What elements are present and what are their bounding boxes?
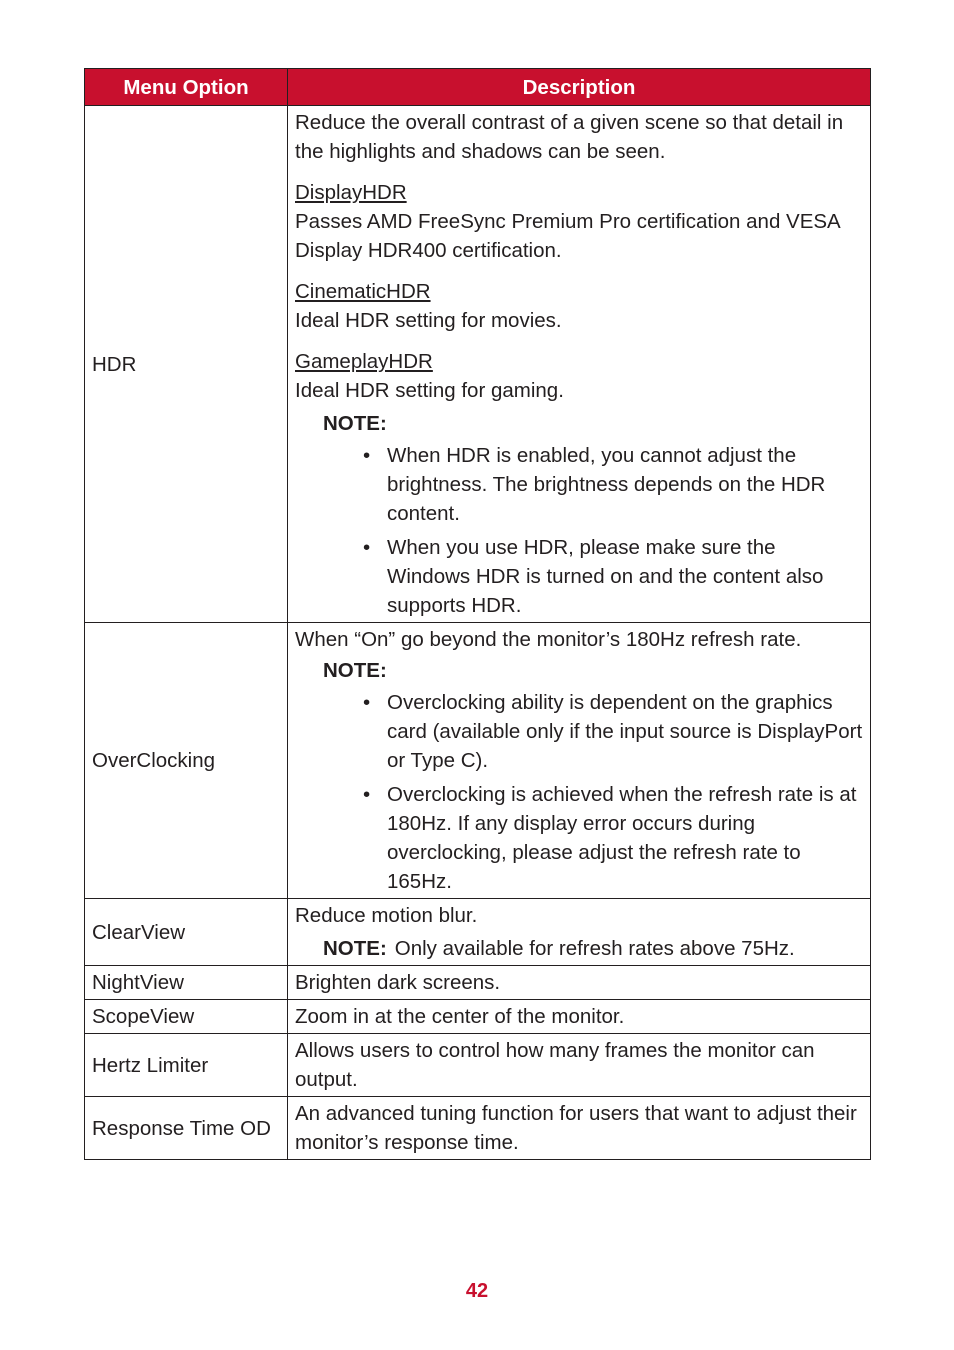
table-row-nightview (85, 966, 871, 1000)
bullet-icon: • (363, 444, 371, 467)
hdr-mode-text: Passes AMD FreeSync Premium Pro certification and VESA Display HDR400 certification. (295, 210, 840, 262)
option-scopeview: ScopeView (85, 1000, 288, 1034)
hdr-mode-name: CinematicHDR (295, 280, 431, 303)
hdr-mode-text: Ideal HDR setting for gaming. (295, 379, 564, 402)
option-nightview: NightView (85, 966, 288, 1000)
note-text: Overclocking ability is dependent on the graphics card (available only if the input source is DisplayPort or Type C). (387, 691, 863, 772)
note-list (295, 441, 863, 620)
note-text: Only available for refresh rates above 75Hz. (394, 937, 795, 960)
note-text: When you use HDR, please make sure the Windows HDR is turned on and the content also supports HDR. (387, 536, 824, 617)
note-label: NOTE: (323, 937, 387, 960)
menu-options-table (84, 68, 871, 1160)
header-description: Description (288, 69, 871, 106)
hdr-mode-name: GameplayHDR (295, 350, 433, 373)
table-row-clearview (85, 899, 871, 966)
note-item (363, 533, 863, 620)
note-label: NOTE: (323, 412, 387, 435)
note-item (363, 688, 863, 775)
overclocking-intro: When “On” go beyond the monitor’s 180Hz refresh rate. (295, 628, 802, 651)
note-text: When HDR is enabled, you cannot adjust the brightness. The brightness depends on the HDR content. (387, 444, 826, 525)
bullet-icon: • (363, 783, 371, 806)
description-hdr (288, 106, 871, 623)
header-menu-option: Menu Option (85, 69, 288, 106)
note-label: NOTE: (323, 659, 387, 682)
description-hertz-limiter: Allows users to control how many frames the monitor can output. (288, 1034, 871, 1097)
option-hertz-limiter: Hertz Limiter (85, 1034, 288, 1097)
bullet-icon: • (363, 536, 371, 559)
page-number: 42 (465, 1280, 489, 1302)
description-clearview (288, 899, 871, 966)
option-overclocking: OverClocking (85, 623, 288, 899)
table-row-hertz-limiter (85, 1034, 871, 1097)
description-nightview: Brighten dark screens. (288, 966, 871, 1000)
description-response-time-od: An advanced tuning function for users that want to adjust their monitor’s response time. (288, 1097, 871, 1160)
note-list (295, 688, 863, 896)
table-header-row (85, 69, 871, 106)
bullet-icon: • (363, 691, 371, 714)
note-item (363, 441, 863, 528)
option-hdr: HDR (85, 106, 288, 623)
clearview-intro: Reduce motion blur. (295, 904, 478, 927)
note-text: Overclocking is achieved when the refresh rate is at 180Hz. If any display error occurs during overclocking, please adjust the refresh rate to 165Hz. (387, 783, 857, 893)
table-row-overclocking (85, 623, 871, 899)
table-row-hdr (85, 106, 871, 623)
option-clearview: ClearView (85, 899, 288, 966)
description-overclocking (288, 623, 871, 899)
option-response-time-od: Response Time OD (85, 1097, 288, 1160)
description-scopeview: Zoom in at the center of the monitor. (288, 1000, 871, 1034)
note-item (363, 780, 863, 896)
clearview-note (323, 934, 863, 963)
hdr-mode-text: Ideal HDR setting for movies. (295, 309, 562, 332)
table-row-scopeview (85, 1000, 871, 1034)
hdr-intro: Reduce the overall contrast of a given scene so that detail in the highlights and shadows can be seen. (295, 111, 844, 163)
hdr-mode-name: DisplayHDR (295, 181, 407, 204)
table-row-response-time-od (85, 1097, 871, 1160)
